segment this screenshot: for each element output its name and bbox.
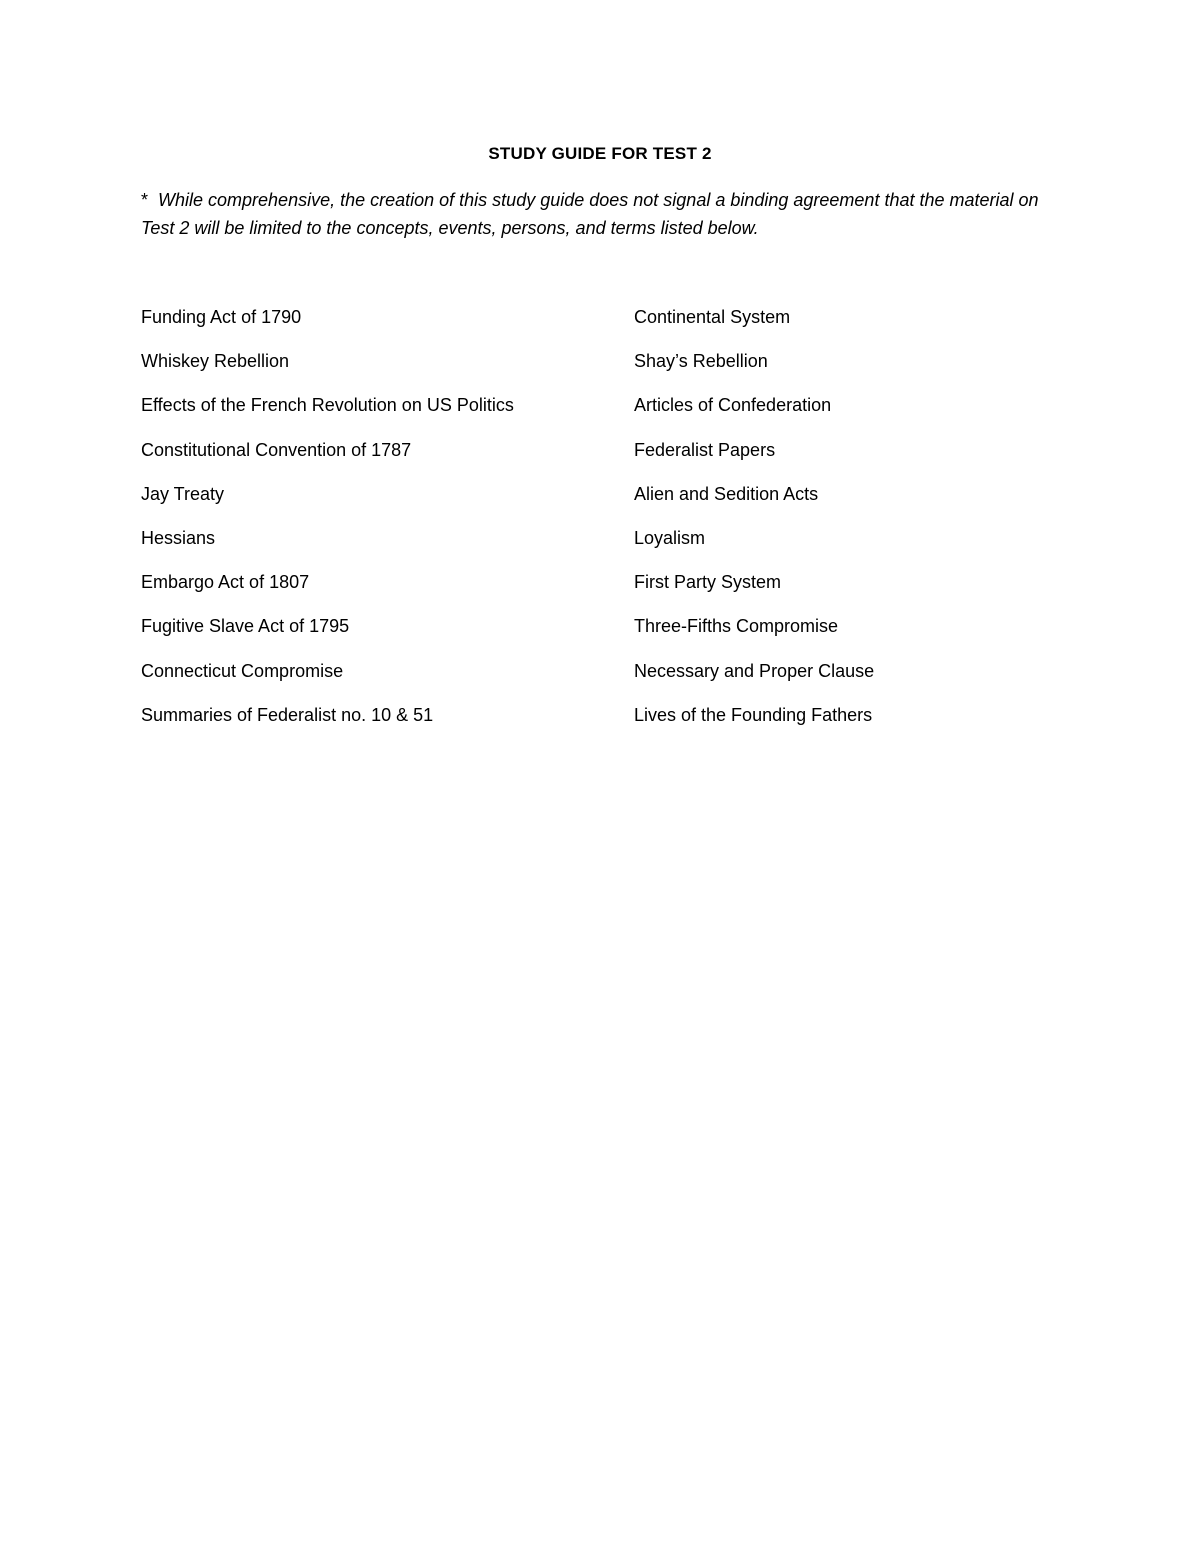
term-item: Summaries of Federalist no. 10 & 51: [141, 704, 434, 725]
note-text: While comprehensive, the creation of this study guide does not signal a binding agreement that the material on Test 2 will be limited to the concepts, events, persons, and terms listed below.: [141, 190, 1039, 238]
term-item: Lives of the Founding Fathers: [634, 704, 873, 725]
term-item: First Party System: [634, 572, 782, 593]
note-marker: *: [141, 190, 149, 210]
term-item: Connecticut Compromise: [141, 660, 344, 681]
term-item: Necessary and Proper Clause: [634, 660, 875, 681]
term-item: Effects of the French Revolution on US Politics: [141, 395, 514, 416]
term-item: Loyalism: [634, 527, 706, 548]
term-item: Shay’s Rebellion: [634, 351, 768, 372]
term-item: Articles of Confederation: [634, 395, 832, 416]
term-item: Federalist Papers: [634, 439, 776, 460]
term-item: Whiskey Rebellion: [141, 351, 290, 372]
page-title: STUDY GUIDE FOR TEST 2: [488, 144, 712, 163]
term-item: Alien and Sedition Acts: [634, 483, 819, 504]
disclaimer-note: [141, 186, 1041, 242]
term-item: Jay Treaty: [141, 483, 225, 504]
term-item: Embargo Act of 1807: [141, 572, 310, 593]
term-item: Three-Fifths Compromise: [634, 616, 839, 637]
term-item: Hessians: [141, 527, 216, 548]
term-item: Funding Act of 1790: [141, 307, 302, 327]
term-item: Constitutional Convention of 1787: [141, 439, 412, 460]
term-item: Fugitive Slave Act of 1795: [141, 616, 350, 637]
term-item: Continental System: [634, 307, 791, 327]
term-list-left: [141, 303, 611, 745]
term-list-right: [634, 303, 1114, 745]
